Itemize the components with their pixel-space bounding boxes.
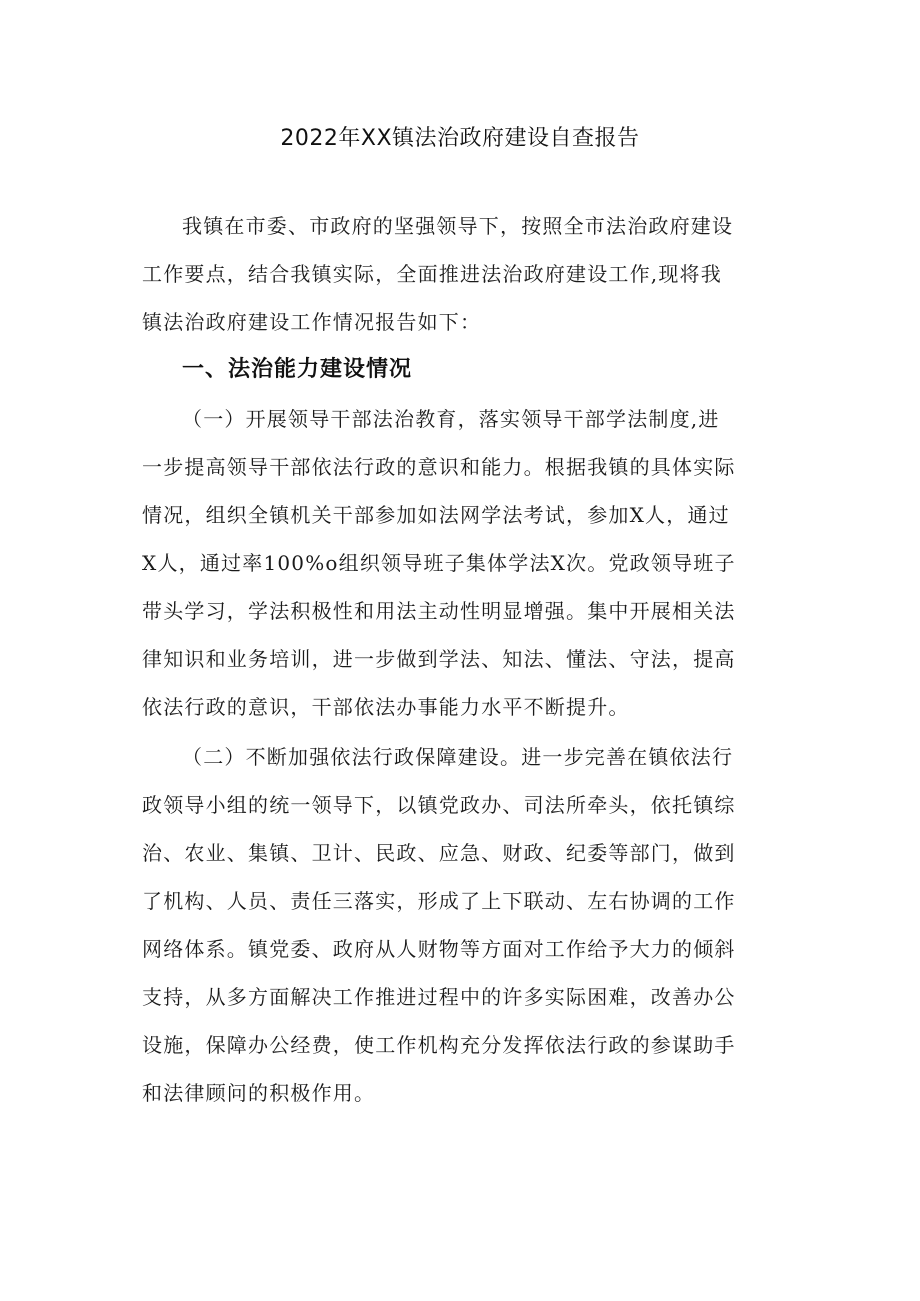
document-title: 2022年XX镇法治政府建设自查报告 bbox=[280, 126, 640, 151]
paragraph-leader-education: （一）开展领导干部法治教育，落实领导干部学法制度,进 一步提高领导干部依法行政的意识和能力。根据我镇的具体实际 情况，组织全镇机关干部参加如法网学法考试，参加X人，通过 X人，通过率100%o组织领导班子集体学法X次。党政领导班子 带头学习，学法积极性和用法主动性明显增强。集中开展相关法 律知识和业务培训，进一步做到学法、知法、懂法、守法，提高 依法行政的意识，干部依法办事能力水平不断提升。 bbox=[142, 407, 736, 719]
paragraph-administrative-support: （二）不断加强依法行政保障建设。进一步完善在镇依法行 政领导小组的统一领导下，以镇党政办、司法所牵头，依托镇综 治、农业、集镇、卫计、民政、应急、财政、纪委等部门，做到 了机构、人员、责任三落实，形成了上下联动、左右协调的工作 网络体系。镇党委、政府从人财物等方面对工作给予大力的倾斜 支持，从多方面解决工作推进过程中的许多实际困难，改善办公 设施，保障办公经费，使工作机构充分发挥依法行政的参谋助手 和法律顾问的积极作用。 bbox=[142, 745, 736, 1105]
intro-paragraph: 我镇在市委、市政府的坚强领导下，按照全市法治政府建设 工作要点，结合我镇实际，全面推进法治政府建设工作,现将我 镇法治政府建设工作情况报告如下： bbox=[142, 214, 734, 334]
section-heading-legal-capacity: 一、法治能力建设情况 bbox=[182, 357, 413, 382]
